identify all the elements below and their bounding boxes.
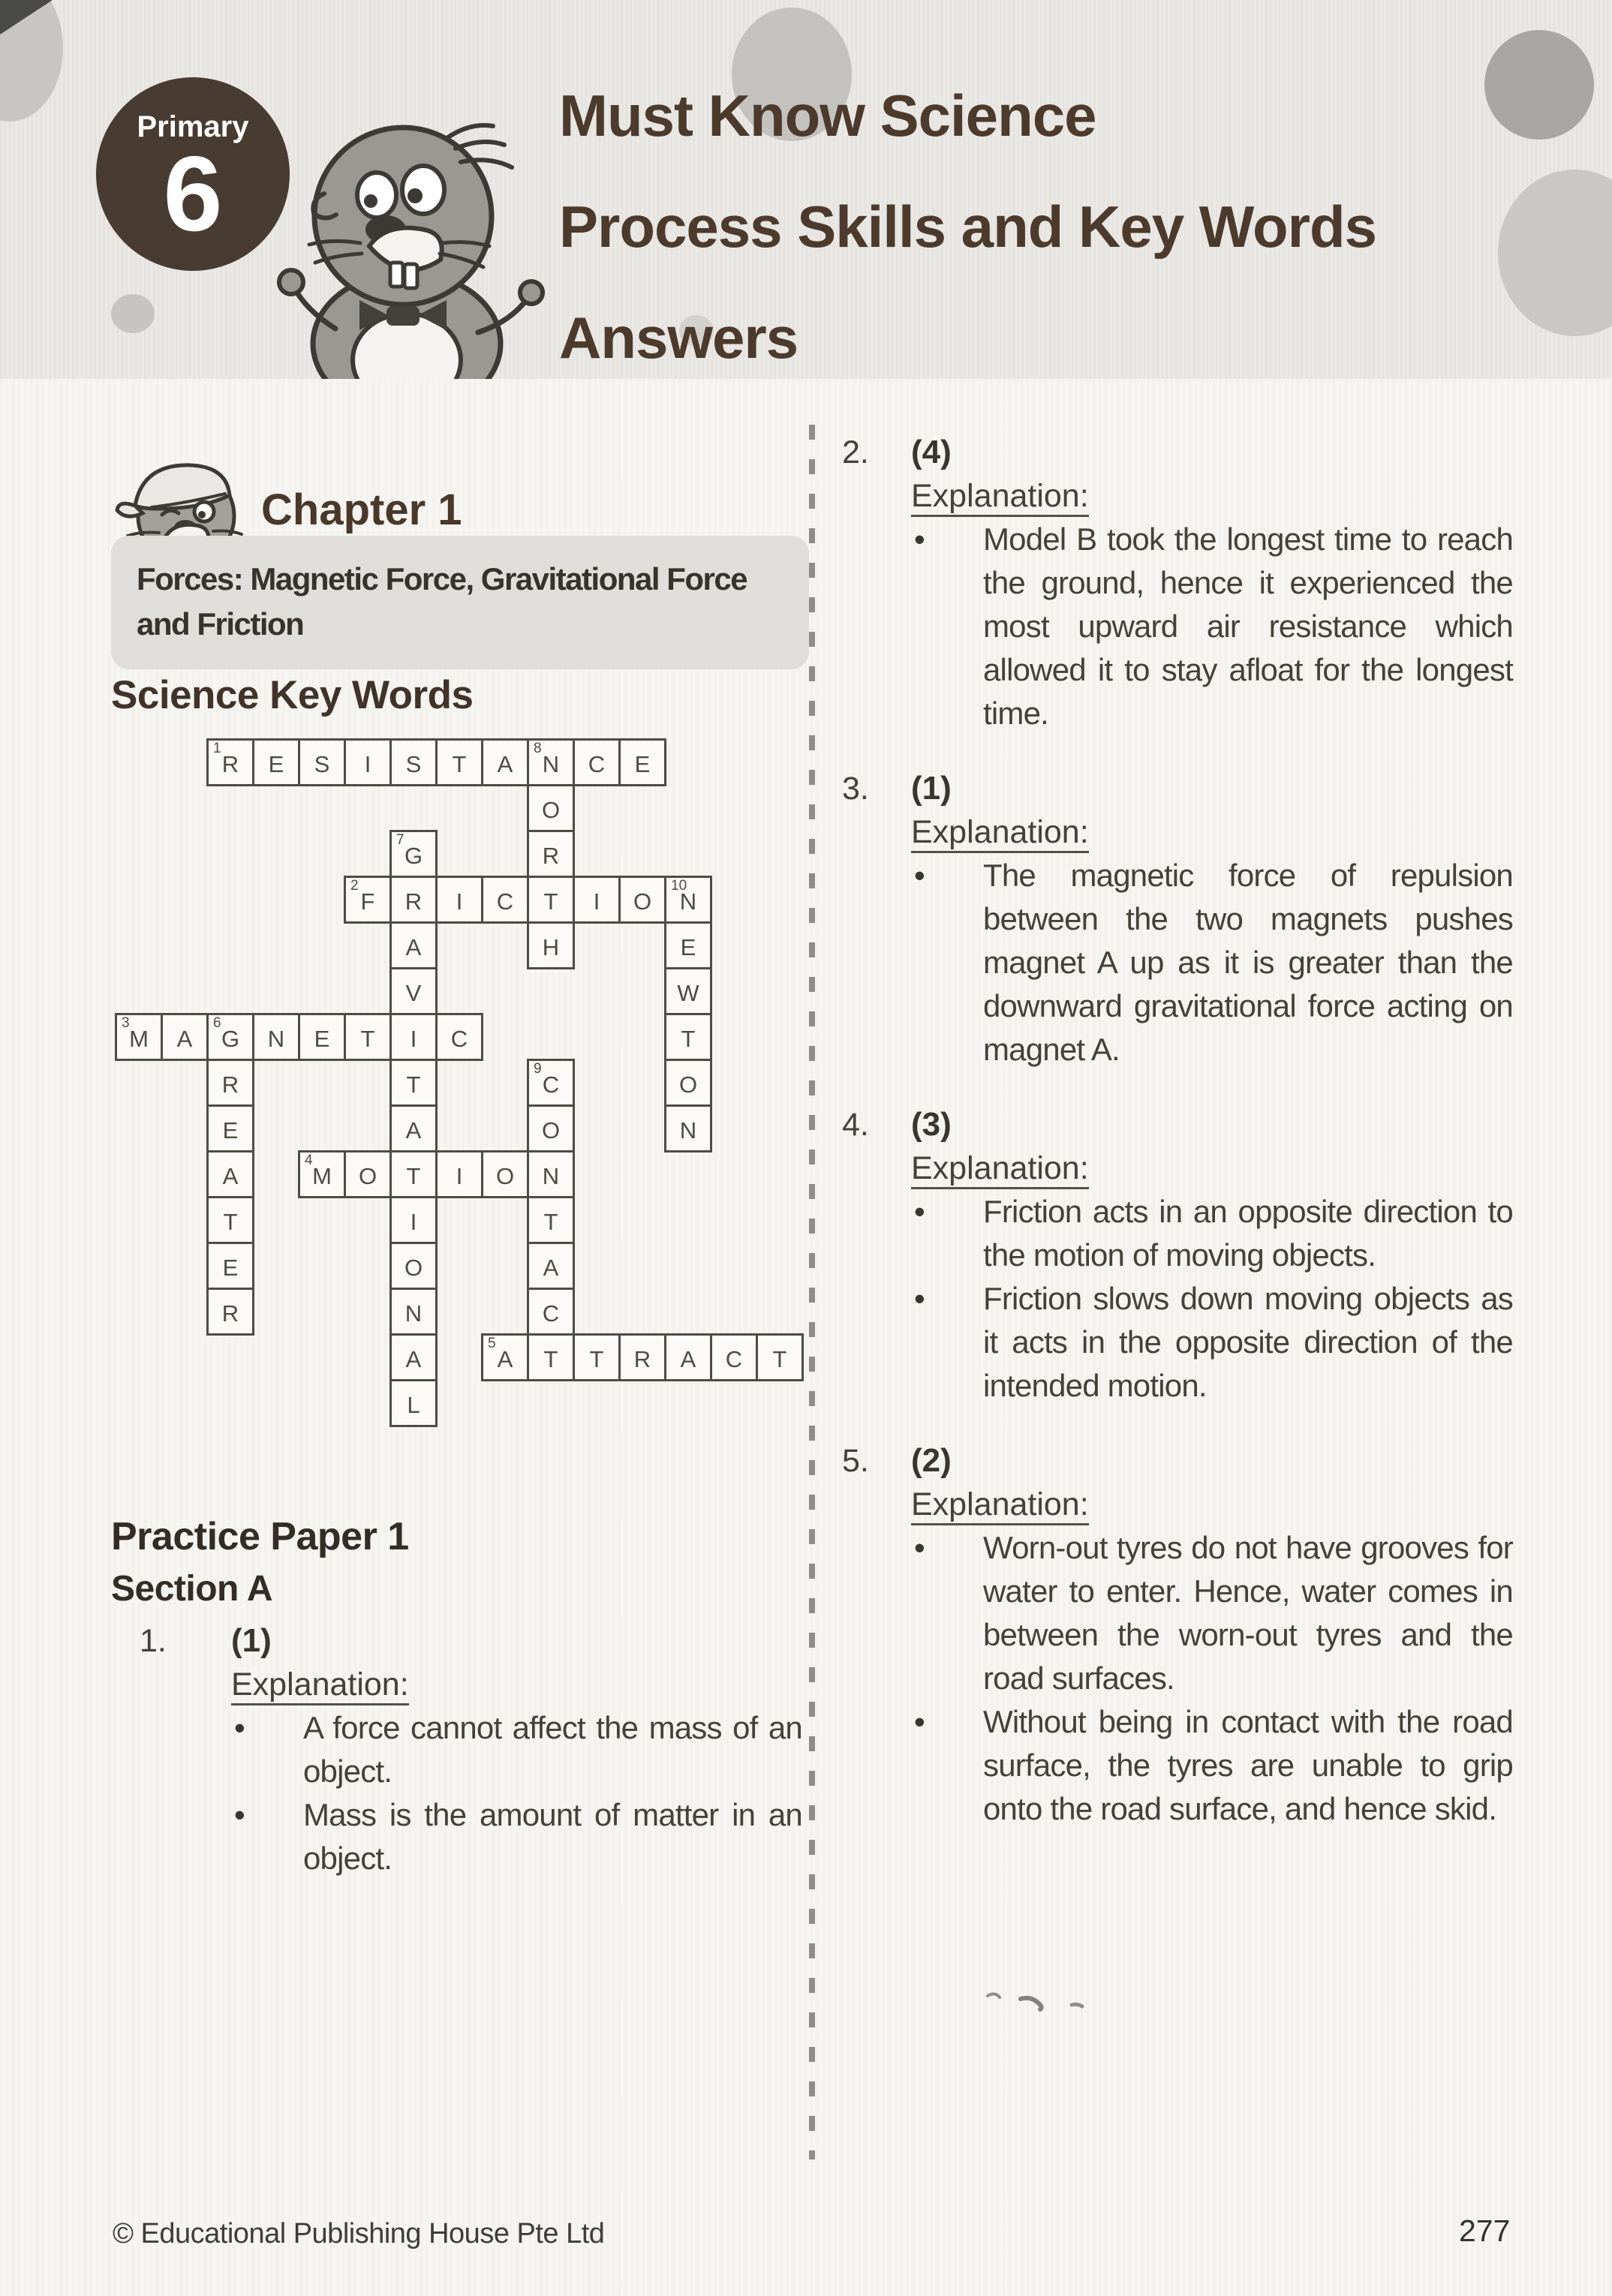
crossword-letter: O: [678, 1071, 698, 1098]
crossword-cell: [527, 1196, 575, 1244]
crossword-cell: [344, 738, 392, 786]
crossword-letter: O: [541, 1117, 561, 1143]
crossword-clue-number: 3: [122, 1015, 130, 1031]
crossword-letter: E: [222, 1255, 239, 1281]
crossword-letter: T: [589, 1346, 604, 1372]
bullet-text: Friction acts in an opposite direction to the motion of moving objects.: [983, 1194, 1513, 1273]
crossword-cell: [527, 1104, 575, 1153]
crossword-cell: [206, 1104, 254, 1153]
crossword-letter: N: [267, 1026, 285, 1052]
crossword-cell: [389, 876, 438, 924]
crossword-cell: [389, 1013, 438, 1061]
crossword-cell: [389, 1150, 438, 1198]
crossword-cell: [527, 876, 575, 924]
crossword-letter: O: [541, 797, 561, 823]
bullet-text: Mass is the amount of matter in an object.: [303, 1797, 802, 1876]
crossword-letter: A: [497, 751, 513, 777]
crossword-cell: [573, 876, 621, 924]
section-a-heading: Section A: [111, 1569, 273, 1609]
explanation-label: Explanation:: [911, 810, 1577, 854]
crossword-cell: [435, 1013, 483, 1061]
crossword-cell: [344, 876, 392, 924]
crossword-letter: A: [680, 1346, 696, 1372]
column-divider: [809, 425, 815, 2159]
bullet-item: [911, 1277, 1577, 1408]
polka-dot: [111, 294, 155, 333]
crossword-letter: C: [496, 888, 514, 915]
question-4-block: [842, 1103, 1577, 1408]
bullet-text: Friction slows down moving objects as it acts in the opposite direction of the intended motion.: [983, 1281, 1513, 1403]
badge-number: 6: [163, 134, 223, 254]
crossword-letter: H: [542, 934, 560, 960]
crossword-letter: O: [404, 1255, 423, 1281]
crossword-cell: [298, 1150, 346, 1198]
crossword-letter: N: [679, 888, 697, 915]
crossword-cell: [389, 967, 438, 1015]
question-answer: (1): [911, 770, 952, 807]
bullet-text: Without being in contact with the road surface, the tyres are unable to grip onto the road surface, and hence skid.: [983, 1704, 1513, 1826]
title-line-2: Process Skills and Key Words: [559, 194, 1377, 260]
pen-scribble: [982, 1982, 1109, 2020]
crossword-cell: [206, 1013, 254, 1061]
header-band: [0, 0, 1612, 379]
crossword-letter: V: [405, 980, 422, 1006]
crossword-letter: R: [221, 1300, 239, 1327]
question-number: 3.: [842, 771, 869, 807]
crossword-letter: A: [405, 1346, 422, 1372]
crossword-letter: I: [456, 1163, 463, 1189]
crossword-letter: E: [634, 751, 651, 777]
explanation-label: Explanation:: [231, 1663, 815, 1706]
crossword-cell: [527, 1288, 575, 1336]
crossword-letter: T: [223, 1209, 238, 1235]
crossword-cell: [527, 1059, 575, 1107]
crossword-cell: [481, 738, 529, 786]
bullet-marker: •: [914, 1530, 925, 1565]
badge-label: Primary: [137, 110, 249, 143]
crossword-clue-number: 1: [213, 741, 221, 756]
bullet-marker: •: [914, 858, 925, 893]
crossword-cell: [527, 784, 575, 832]
crossword-cell: [389, 1333, 438, 1381]
crossword-clue-number: 2: [350, 878, 359, 894]
crossword-cell: [664, 1333, 712, 1381]
primary-level-badge: [96, 77, 290, 271]
crossword-letter: M: [312, 1163, 332, 1189]
crossword-letter: R: [221, 751, 239, 777]
crossword-letter: I: [410, 1209, 417, 1235]
bullet-item: [231, 1793, 815, 1880]
crossword-cell: [435, 876, 483, 924]
crossword-letter: T: [406, 1071, 421, 1098]
crossword-cell: [389, 1288, 438, 1336]
crossword-clue-number: 10: [671, 878, 687, 894]
question-answer: (4): [911, 434, 952, 470]
crossword-letter: C: [725, 1346, 743, 1372]
crossword-letter: I: [410, 1026, 417, 1052]
crossword-cell: [481, 1333, 529, 1381]
crossword-clue-number: 9: [534, 1061, 542, 1077]
title-line-3: Answers: [559, 305, 798, 371]
crossword-cell: [710, 1333, 758, 1381]
crossword-cell: [435, 738, 483, 786]
crossword-cell: [527, 1150, 575, 1198]
crossword-letter: N: [679, 1117, 697, 1143]
crossword-letter: N: [542, 751, 560, 777]
crossword-cell: [344, 1013, 392, 1061]
crossword-letter: A: [497, 1346, 513, 1372]
explanation-label: Explanation:: [911, 1483, 1577, 1526]
crossword-letter: G: [221, 1026, 240, 1052]
crossword-letter: T: [452, 751, 467, 777]
question-answer: (3): [911, 1106, 952, 1143]
crossword-cell: [664, 1059, 712, 1107]
crossword-letter: T: [360, 1026, 375, 1052]
crossword-cell: [664, 1104, 712, 1153]
crossword-letter: T: [543, 1209, 558, 1235]
crossword-cell: [389, 921, 438, 969]
beaver-mascot-icon: [264, 96, 549, 379]
crossword-cell: [389, 1196, 438, 1244]
crossword-letter: C: [588, 751, 606, 777]
crossword-letter: W: [677, 980, 699, 1006]
crossword-letter: R: [405, 888, 423, 915]
crossword-cell: [252, 1013, 300, 1061]
crossword-cell: [298, 1013, 346, 1061]
crossword-letter: A: [405, 934, 422, 960]
crossword-clue-number: 8: [534, 741, 542, 756]
crossword-letter: I: [456, 888, 463, 915]
crossword-cell: [206, 1288, 254, 1336]
crossword-cell: [618, 876, 666, 924]
crossword-cell: [664, 921, 712, 969]
polka-dot: [1498, 170, 1612, 336]
practice-paper-heading: Practice Paper 1: [111, 1515, 409, 1558]
crossword-cell: [252, 738, 300, 786]
crossword-letter: E: [680, 934, 696, 960]
question-1-block: [140, 1619, 815, 1912]
bullet-marker: •: [914, 1194, 925, 1229]
crossword-letter: N: [542, 1163, 560, 1189]
question-answer: (2): [911, 1442, 952, 1479]
crossword-cell: [527, 921, 575, 969]
crossword-clue-number: 5: [488, 1336, 496, 1351]
crossword-cell: [389, 1104, 438, 1153]
crossword-letter: G: [404, 843, 423, 869]
bullet-marker: •: [234, 1797, 245, 1832]
crossword-letter: F: [360, 888, 375, 915]
crossword-cell: [664, 1013, 712, 1061]
crossword-cell: [389, 830, 438, 878]
crossword-cell: [206, 738, 254, 786]
question-answer: (1): [231, 1622, 272, 1659]
crossword-letter: O: [633, 888, 652, 915]
crossword-letter: S: [314, 751, 330, 777]
page-number: 277: [1459, 2213, 1511, 2248]
bullet-item: [911, 1700, 1577, 1831]
question-3-block: [842, 767, 1577, 1071]
bullet-marker: •: [914, 1704, 925, 1739]
crossword-letter: A: [405, 1117, 422, 1143]
crossword-cell: [618, 1333, 666, 1381]
crossword-letter: T: [681, 1026, 696, 1052]
crossword-cell: [527, 1242, 575, 1290]
polka-dot: [1484, 30, 1594, 140]
title-line-1: Must Know Science: [559, 83, 1096, 149]
bullet-marker: •: [914, 521, 925, 557]
crossword-cell: [527, 830, 575, 878]
crossword-cell: [573, 738, 621, 786]
crossword-cell: [206, 1196, 254, 1244]
question-number: 4.: [842, 1107, 869, 1143]
crossword-letter: T: [772, 1346, 787, 1372]
crossword-letter: E: [268, 751, 284, 777]
crossword-letter: R: [542, 843, 560, 869]
question-2-block: [842, 431, 1577, 735]
crossword-letter: M: [129, 1026, 149, 1052]
crossword-letter: C: [450, 1026, 468, 1052]
crossword-letter: T: [406, 1163, 421, 1189]
crossword-cell: [481, 876, 529, 924]
crossword-letter: R: [633, 1346, 651, 1372]
crossword-cell: [161, 1013, 209, 1061]
crossword-letter: A: [176, 1026, 193, 1052]
bullet-text: The magnetic force of repulsion between the two magnets pushes magnet A up as it is greater than the downward gravitational force acting on magnet A.: [983, 858, 1513, 1067]
chapter-heading: Chapter 1: [261, 485, 462, 534]
copyright-text: © Educational Publishing House Pte Ltd: [113, 2218, 605, 2249]
crossword-cell: [206, 1059, 254, 1107]
crossword-cell: [389, 1242, 438, 1290]
crossword-letter: E: [314, 1026, 330, 1052]
question-number: 1.: [140, 1623, 167, 1659]
question-5-block: [842, 1439, 1577, 1831]
crossword-clue-number: 7: [396, 832, 405, 848]
crossword-letter: S: [405, 751, 422, 777]
crossword-letter: I: [364, 751, 371, 777]
crossword-cell: [389, 738, 438, 786]
crossword-cell: [527, 738, 575, 786]
bullet-item: [231, 1706, 815, 1793]
crossword-cell: [298, 738, 346, 786]
crossword-grid: [115, 738, 806, 1429]
bullet-item: [911, 518, 1577, 735]
bullet-text: Worn-out tyres do not have grooves for water to enter. Hence, water comes in between the worn-out tyres and the road surfaces.: [983, 1530, 1513, 1696]
crossword-cell: [527, 1333, 575, 1381]
crossword-letter: O: [495, 1163, 515, 1189]
crossword-letter: I: [593, 888, 600, 915]
crossword-cell: [389, 1379, 438, 1427]
explanation-label: Explanation:: [911, 474, 1577, 518]
answers-column: [842, 431, 1577, 1862]
question-number: 5.: [842, 1443, 869, 1479]
crossword-letter: T: [543, 888, 558, 915]
crossword-cell: [389, 1059, 438, 1107]
crossword-cell: [115, 1013, 163, 1061]
crossword-letter: C: [542, 1071, 560, 1098]
bullet-marker: •: [234, 1710, 245, 1745]
bullet-item: [911, 854, 1577, 1071]
crossword-letter: A: [222, 1163, 239, 1189]
crossword-cell: [618, 738, 666, 786]
crossword-cell: [664, 967, 712, 1015]
crossword-clue-number: 6: [213, 1015, 221, 1031]
bullet-text: A force cannot affect the mass of an object.: [303, 1710, 802, 1789]
bullet-item: [911, 1526, 1577, 1700]
crossword-cell: [435, 1150, 483, 1198]
crossword-letter: A: [543, 1255, 559, 1281]
explanation-label: Explanation:: [911, 1146, 1577, 1190]
crossword-letter: N: [405, 1300, 423, 1327]
crossword-letter: R: [221, 1071, 239, 1098]
crossword-clue-number: 4: [305, 1153, 313, 1168]
crossword-letter: C: [542, 1300, 560, 1327]
bullet-marker: •: [914, 1281, 925, 1316]
crossword-cell: [206, 1242, 254, 1290]
crossword-cell: [481, 1150, 529, 1198]
crossword-letter: E: [222, 1117, 239, 1143]
page-title: [559, 60, 1376, 379]
crossword-letter: L: [407, 1392, 420, 1418]
crossword-cell: [573, 1333, 621, 1381]
bullet-item: [911, 1190, 1577, 1277]
bullet-text: Model B took the longest time to reach the ground, hence it experienced the most upward air resistance which allowed it to stay afloat for the longest time.: [983, 521, 1513, 731]
science-key-words-heading: Science Key Words: [111, 673, 474, 717]
crossword-cell: [756, 1333, 804, 1381]
question-number: 2.: [842, 434, 869, 470]
crossword-letter: O: [358, 1163, 377, 1189]
crossword-letter: T: [543, 1346, 558, 1372]
crossword-cell: [664, 876, 712, 924]
crossword-cell: [206, 1150, 254, 1198]
crossword-cell: [344, 1150, 392, 1198]
chapter-topic-box: Forces: Magnetic Force, Gravitational Force and Friction: [111, 536, 809, 669]
